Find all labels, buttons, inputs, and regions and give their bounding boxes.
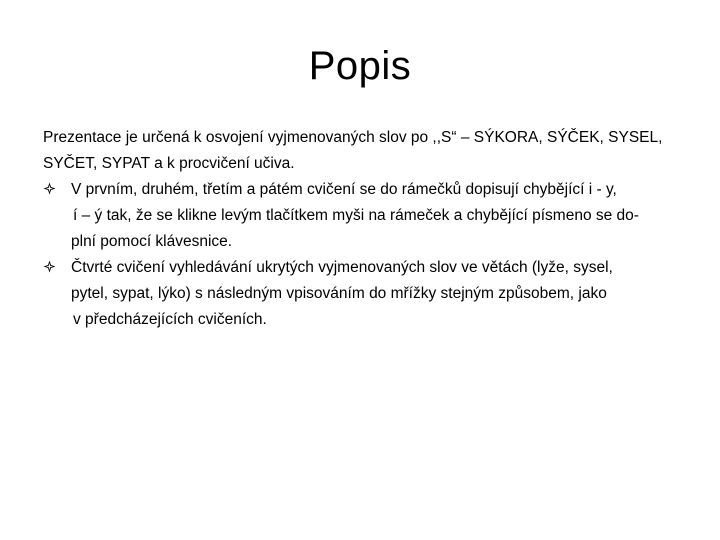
- bullet-item-1: [43, 177, 683, 255]
- intro-line-2: SYČET, SYPAT a k procvičení učiva.: [43, 155, 295, 172]
- bullet-2-line-2: pytel, sypat, lýko) s následným vpisováním do mřížky stejným způsobem, jako: [71, 285, 607, 302]
- bullet-item-2: [43, 255, 683, 333]
- diamond-bullet-icon: [43, 255, 65, 281]
- diamond-bullet-icon: [43, 177, 65, 203]
- intro-line-1: Prezentace je určená k osvojení vyjmenovaných slov po ,,S“ – SÝKORA, SÝČEK, SYSEL,: [43, 129, 663, 146]
- bullet-1-line-3: plní pomocí klávesnice.: [71, 233, 233, 250]
- bullet-1-line-1: V prvním, druhém, třetím a pátém cvičení se do rámečků dopisují chybějící i - y,: [71, 181, 617, 198]
- bullet-2-line-3: v předcházejících cvičeních.: [73, 311, 267, 328]
- bullet-1-line-2: í – ý tak, že se klikne levým tlačítkem myši na rámeček a chybějící písmeno se do-: [73, 207, 639, 224]
- slide-body: [43, 125, 683, 333]
- bullet-2-line-1: Čtvrté cvičení vyhledávání ukrytých vyjmenovaných slov ve větách (lyže, sysel,: [71, 259, 613, 276]
- slide-title: Popis: [308, 44, 412, 88]
